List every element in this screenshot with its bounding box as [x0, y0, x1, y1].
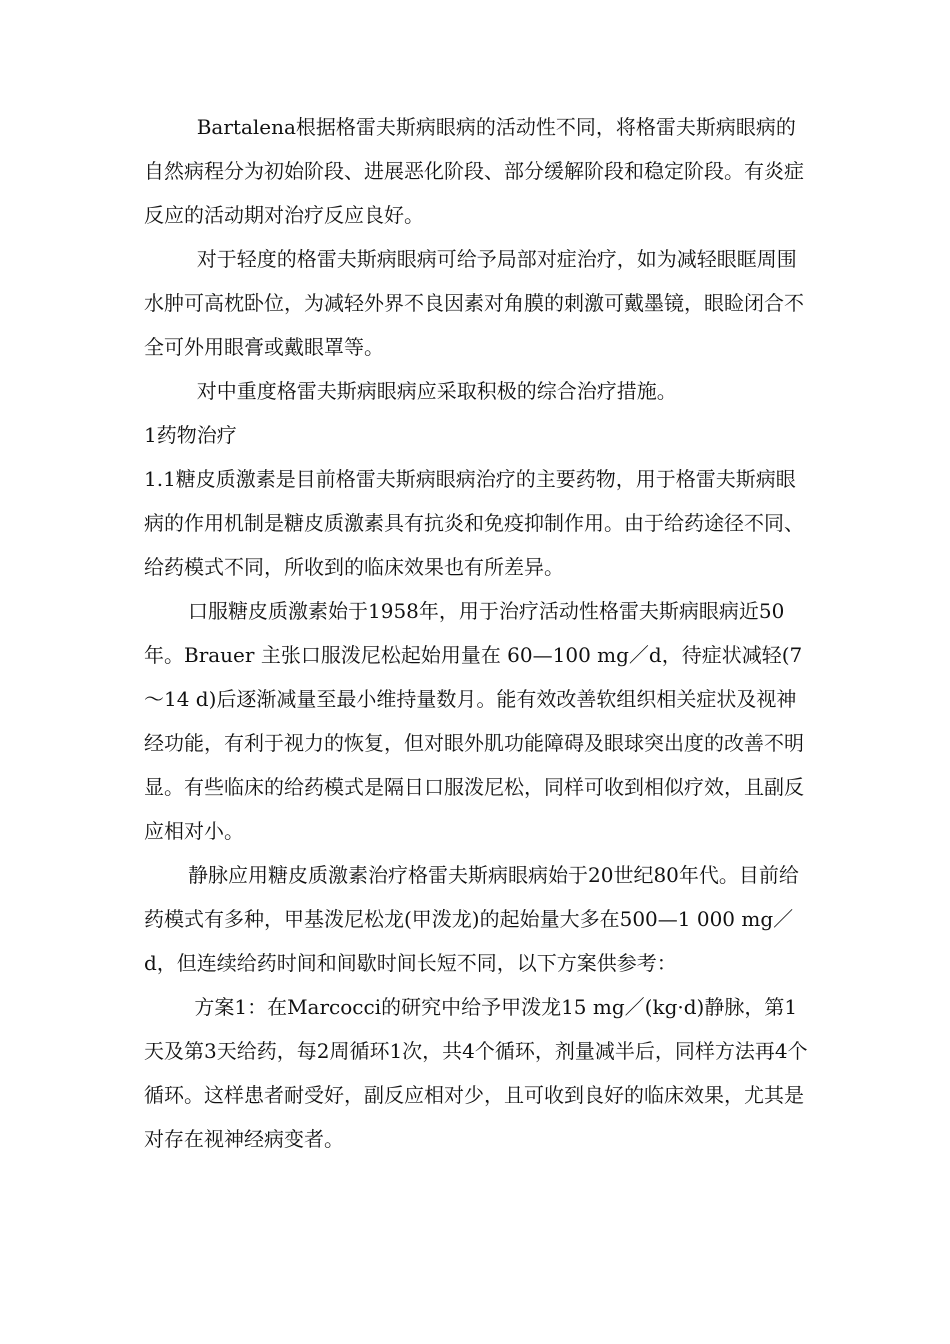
- paragraph-moderate-severe: 对中重度格雷夫斯病眼病应采取积极的综合治疗措施。: [184, 379, 677, 403]
- paragraph-stages: Bartalena根据格雷夫斯病眼病的活动性不同，将格雷夫斯病眼病的自然病程分为初始阶段、进展恶化阶段、部分缓解阶段和稳定阶段。有炎症反应的活动期对治疗反应良好。: [144, 115, 804, 227]
- document-body: [144, 105, 808, 1161]
- paragraph-intravenous-glucocorticoids: 静脉应用糖皮质激素治疗格雷夫斯病眼病始于20世纪80年代。目前给药模式有多种，甲基泼尼松龙(甲泼龙)的起始量大多在500—1 000 mg／d，但连续给药时间和间歇时间长短不同，以下方案供参考：: [144, 863, 799, 975]
- paragraph-oral-glucocorticoids: 口服糖皮质激素始于1958年，用于治疗活动性格雷夫斯病眼病近50年。Brauer 主张口服泼尼松起始用量在 60—100 mg／d，待症状减轻(7～14 d)后逐渐减量至最小维持量数月。能有效改善软组织相关症状及视神经功能，有利于视力的恢复，但对眼外肌功能障碍及眼球突出度的改善不明显。有些临床的给药模式是隔日口服泼尼松，同样可收到相似疗效，且副反应相对小。: [144, 599, 804, 843]
- section-heading-drug-therapy: 1药物治疗: [144, 423, 237, 447]
- paragraph-regimen-1: 方案1：在Marcocci的研究中给予甲泼龙15 mg／(kg·d)静脉，第1天及第3天给药，每2周循环1次，共4个循环，剂量减半后，同样方法再4个循环。这样患者耐受好，副反应相对少，且可收到良好的临床效果，尤其是对存在视神经病变者。: [144, 995, 808, 1151]
- paragraph-glucocorticoids: 1.1糖皮质激素是目前格雷夫斯病眼病治疗的主要药物，用于格雷夫斯病眼病的作用机制是糖皮质激素具有抗炎和免疫抑制作用。由于给药途径不同、给药模式不同，所收到的临床效果也有所差异。: [144, 467, 804, 579]
- paragraph-mild-treatment: 对于轻度的格雷夫斯病眼病可给予局部对症治疗，如为减轻眼眶周围水肿可高枕卧位，为减轻外界不良因素对角膜的刺激可戴墨镜，眼睑闭合不全可外用眼膏或戴眼罩等。: [144, 247, 804, 359]
